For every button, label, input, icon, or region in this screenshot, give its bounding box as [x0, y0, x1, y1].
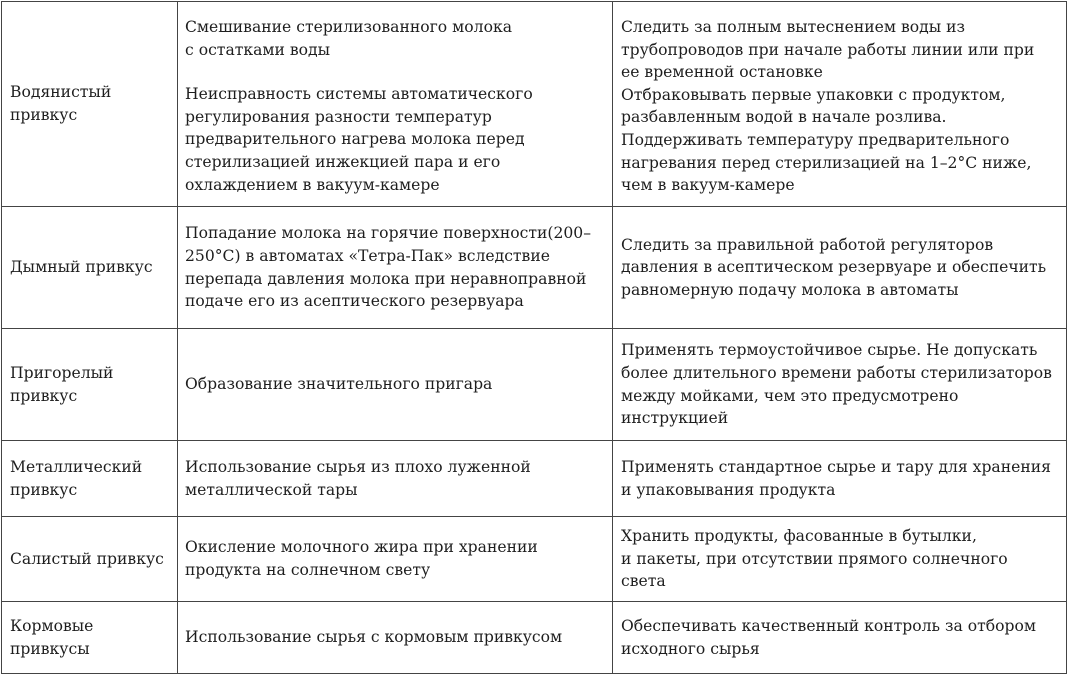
defect-cell	[2, 329, 178, 441]
measure-text: Следить за правильной работой регуляторов давления в асептическом резервуаре и обеспечить равномерную подачу молока в автоматы	[621, 235, 1047, 299]
cause-text: Попадание молока на горячие поверхности(200– 250°С) в автоматах «Тетра-Пак» вследствие перепада давления молока при неравноправной подаче его из асептического резервуара	[185, 224, 592, 311]
measure-text: Хранить продукты, фасованные в бутылки, и пакеты, при отсутствии прямого солнечного света	[621, 527, 1008, 591]
cause-cell	[178, 441, 613, 517]
cause-text: Окисление молочного жира при хранении продукта на солнечном свету	[185, 538, 538, 579]
cause-cell	[178, 2, 613, 207]
defects-table	[1, 1, 1067, 674]
table-row	[2, 2, 1067, 207]
table-row	[2, 207, 1067, 329]
defect-name: Кормовые привкусы	[10, 616, 94, 658]
measure-text: Следить за полным вытеснением воды из трубопроводов при начале работы линии или при ее временной остановке	[621, 18, 1035, 82]
table-row	[2, 329, 1067, 441]
cause-text: Неисправность системы автоматического регулирования разности температур предварительного нагрева молока перед стерилизацией инжекцией пара и его охлаждением в вакуум-камере	[185, 85, 533, 194]
measure-cell	[613, 517, 1067, 602]
measure-text: Отбраковывать первые упаковки с продуктом, разбавленным водой в начале розлива.	[621, 85, 1006, 127]
cause-text: Использование сырья из плохо луженной металлической тары	[185, 457, 531, 499]
defect-cell	[2, 441, 178, 517]
measure-text: Применять термоустойчивое сырье. Не допускать более длительного времени работы стерилизаторов между мойками, чем это предусмотрено инструкцией	[621, 341, 1052, 428]
cause-text: Образование значительного пригара	[185, 375, 493, 394]
defect-cell	[2, 207, 178, 329]
cause-cell	[178, 517, 613, 602]
table-row	[2, 517, 1067, 602]
defect-cell	[2, 517, 178, 602]
table-row	[2, 441, 1067, 517]
cause-cell	[178, 329, 613, 441]
defect-name: Дымный привкус	[10, 258, 153, 277]
measure-cell	[613, 602, 1067, 674]
table-row	[2, 602, 1067, 674]
cause-cell	[178, 207, 613, 329]
measure-cell	[613, 207, 1067, 329]
defect-name: Пригорелый привкус	[10, 363, 114, 405]
measure-text: Поддерживать температуру предварительного нагревания перед стерилизацией на 1–2°С ниже, чем в вакуум-камере	[621, 130, 1032, 195]
measure-text: Применять стандартное сырье и тару для хранения и упаковывания продукта	[621, 457, 1051, 499]
defect-cell	[2, 2, 178, 207]
defect-name: Салистый привкус	[10, 549, 164, 568]
cause-text: Использование сырья с кормовым привкусом	[185, 628, 563, 647]
defect-cell	[2, 602, 178, 674]
cause-cell	[178, 602, 613, 674]
cause-text: Смешивание стерилизованного молока с остатками воды	[185, 18, 513, 59]
measure-cell	[613, 441, 1067, 517]
defect-name: Водянистый привкус	[10, 83, 112, 124]
measure-cell	[613, 329, 1067, 441]
defect-name: Металлический привкус	[10, 457, 143, 499]
measure-cell	[613, 2, 1067, 207]
measure-text: Обеспечивать качественный контроль за отбором исходного сырья	[621, 616, 1037, 658]
